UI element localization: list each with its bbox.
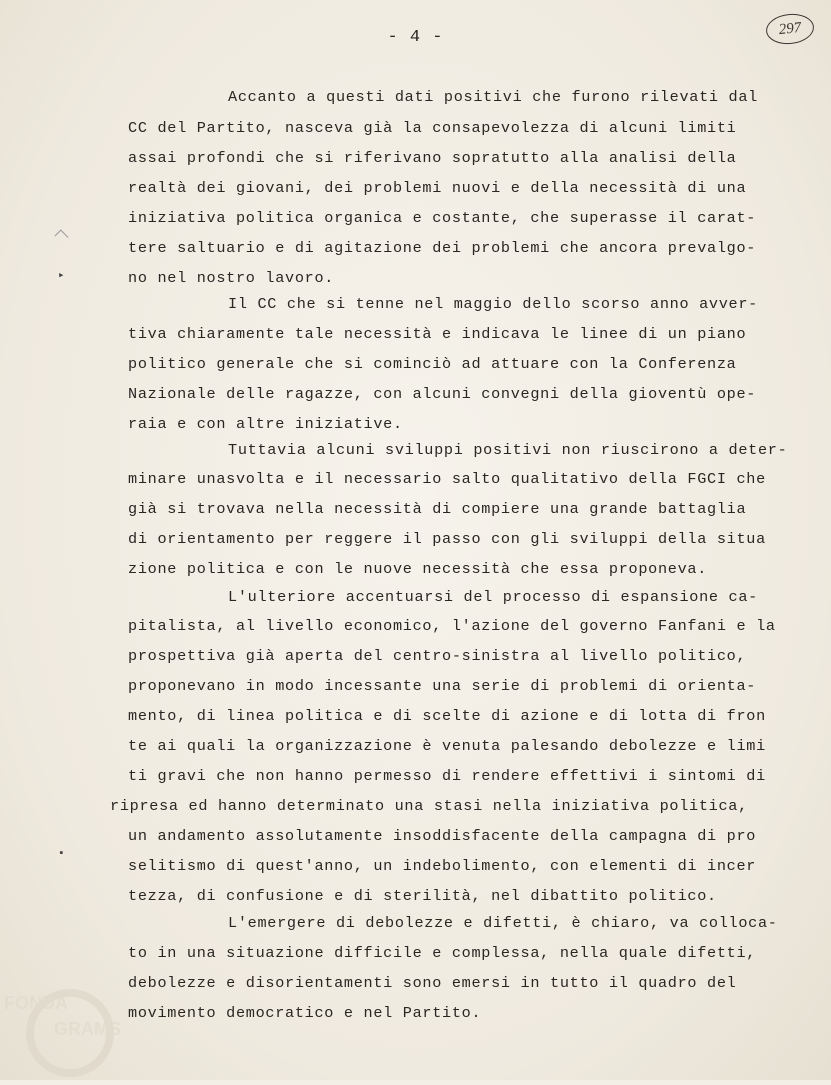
text-line: minare unasvolta e il necessario salto qualitativo della FGCI che [128, 470, 766, 488]
text-line: Accanto a questi dati positivi che furono rilevati dal [228, 88, 758, 106]
page-number: - 4 - [387, 28, 444, 47]
text-line: realtà dei giovani, dei problemi nuovi e della necessità di una [128, 179, 747, 197]
text-line: mento, di linea politica e di scelte di azione e di lotta di fron [128, 707, 766, 725]
text-line: to in una situazione difficile e complessa, nella quale difetti, [128, 944, 757, 962]
text-line: zione politica e con le nuove necessità che essa proponeva. [128, 560, 708, 578]
text-line: prospettiva già aperta del centro-sinistra al livello politico, [128, 647, 747, 665]
text-line: Il CC che si tenne nel maggio dello scorso anno avver- [228, 295, 758, 313]
text-line: pitalista, al livello economico, l'azione del governo Fanfani e la [128, 617, 776, 635]
text-line: già si trovava nella necessità di compiere una grande battaglia [128, 500, 747, 518]
svg-text:GRAMS: GRAMS [54, 1019, 121, 1039]
text-line: L'emergere di debolezze e difetti, è chiaro, va colloca- [228, 914, 778, 932]
text-line: CC del Partito, nasceva già la consapevolezza di alcuni limiti [128, 119, 737, 137]
text-line: movimento democratico e nel Partito. [128, 1004, 482, 1022]
margin-mark-icon [54, 229, 68, 243]
svg-text:FONDA: FONDA [4, 993, 68, 1013]
text-line: iniziativa politica organica e costante, che superasse il carat- [128, 209, 757, 227]
margin-dot-icon: ▪ [58, 848, 65, 860]
text-line: ripresa ed hanno determinato una stasi nella iniziativa politica, [110, 797, 748, 815]
text-line: tiva chiaramente tale necessità e indicava le linee di un piano [128, 325, 747, 343]
text-line: no nel nostro lavoro. [128, 269, 335, 287]
text-line: L'ulteriore accentuarsi del processo di espansione ca- [228, 588, 758, 606]
text-line: proponevano in modo incessante una serie di problemi di orienta- [128, 677, 757, 695]
text-line: tezza, di confusione e di sterilità, nel dibattito politico. [128, 887, 717, 905]
watermark-logo [0, 975, 140, 1080]
text-line: Tuttavia alcuni sviluppi positivi non riuscirono a deter- [228, 441, 788, 459]
text-line: Nazionale delle ragazze, con alcuni convegni della gioventù ope- [128, 385, 757, 403]
text-line: tere saltuario e di agitazione dei problemi che ancora prevalgo- [128, 239, 757, 257]
archive-number-stamp: 297 [765, 12, 816, 47]
text-line: te ai quali la organizzazione è venuta palesando debolezze e limi [128, 737, 766, 755]
text-line: assai profondi che si riferivano sopratutto alla analisi della [128, 149, 737, 167]
text-line: selitismo di quest'anno, un indebolimento, con elementi di incer [128, 857, 757, 875]
text-line: ti gravi che non hanno permesso di rendere effettivi i sintomi di [128, 767, 766, 785]
text-line: debolezze e disorientamenti sono emersi in tutto il quadro del [128, 974, 737, 992]
text-line: un andamento assolutamente insoddisfacente della campagna di pro [128, 827, 757, 845]
text-line: raia e con altre iniziative. [128, 415, 403, 433]
text-line: politico generale che si cominciò ad attuare con la Conferenza [128, 355, 737, 373]
margin-arrow-icon: ▸ [58, 270, 65, 282]
text-line: di orientamento per reggere il passo con gli sviluppi della situa [128, 530, 766, 548]
